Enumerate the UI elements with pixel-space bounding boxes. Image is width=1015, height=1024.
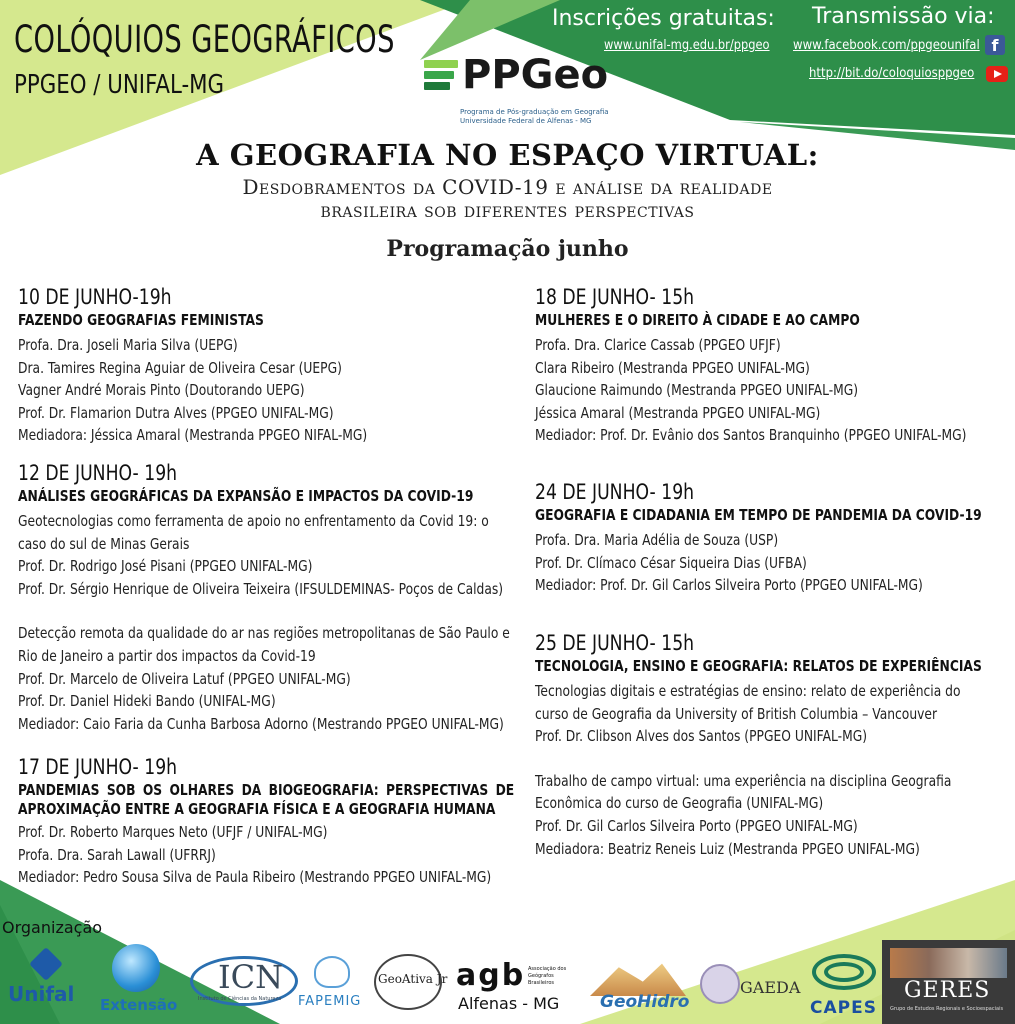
session-mediator: Mediador: Prof. Dr. Gil Carlos Silveira Porto (PPGEO UNIFAL-MG): [535, 576, 923, 595]
session-june-25: [535, 629, 987, 860]
session-june-10: [18, 283, 514, 447]
session-mediator: Mediador: Pedro Sousa Silva de Paula Ribeiro (Mestrando PPGEO UNIFAL-MG): [18, 868, 492, 887]
session-speaker: Prof. Dr. Roberto Marques Neto (UFJF / UNIFAL-MG): [18, 823, 328, 841]
talk-title: Trabalho de campo virtual: uma experiência na disciplina Geografia Econômica do curso de Geografia (UNIFAL-MG): [535, 771, 952, 813]
session-speaker: Prof. Dr. Marcelo de Oliveira Latuf (PPGEO UNIFAL-MG): [18, 669, 351, 688]
series-subtitle: PPGEO / UNIFAL-MG: [14, 70, 225, 100]
ppgeo-logo: [424, 52, 624, 132]
session-speaker: Profa. Dra. Maria Adélia de Souza (USP): [535, 531, 779, 549]
session-speaker: Prof. Dr. Sérgio Henrique de Oliveira Teixeira (IFSULDEMINAS- Poços de Caldas): [18, 579, 504, 598]
session-june-18: [535, 283, 987, 447]
session-speaker: Prof. Dr. Clímaco César Siqueira Dias (UFBA): [535, 553, 807, 572]
session-theme: FAZENDO GEOGRAFIAS FEMINISTAS: [18, 311, 264, 329]
session-speaker: Profa. Dra. Clarice Cassab (PPGEO UFJF): [535, 336, 781, 354]
mountain-icon: [590, 960, 686, 996]
session-theme: GEOGRAFIA E CIDADANIA EM TEMPO DE PANDEMIA DA COVID-19: [535, 506, 982, 524]
session-speaker: Prof. Dr. Rodrigo José Pisani (PPGEO UNIFAL-MG): [18, 557, 313, 576]
registration-link[interactable]: www.unifal-mg.edu.br/ppgeo: [604, 38, 770, 53]
session-mediator: Mediadora: Beatriz Reneis Luiz (Mestranda PPGEO UNIFAL-MG): [535, 839, 920, 858]
logo-caption: Programa de Pós-graduação em Geografia Universidade Federal de Alfenas - MG: [460, 108, 609, 125]
geoativa-logo: GeoAtiva Jr: [374, 954, 446, 1014]
session-speaker: Prof. Dr. Flamarion Dutra Alves (PPGEO UNIFAL-MG): [18, 403, 334, 422]
session-theme: PANDEMIAS SOB OS OLHARES DA BIOGEOGRAFIA: PERSPECTIVAS DE APROXIMAÇÃO ENTRE A GEOGRAFIA FÍSICA E A GEOGRAFIA HUMANA: [18, 781, 515, 818]
session-date: 18 DE JUNHO- 15h: [535, 285, 695, 309]
session-mediator: Mediadora: Jéssica Amaral (Mestranda PPGEO NIFAL-MG): [18, 426, 368, 445]
session-mediator: Mediador: Prof. Dr. Evânio dos Santos Branquinho (PPGEO UNIFAL-MG): [535, 426, 967, 445]
talk-title: Detecção remota da qualidade do ar nas regiões metropolitanas de São Paulo e Rio de Janeiro a partir dos impactos da Covid-19: [18, 624, 510, 665]
geohidro-logo: GeoHidro: [586, 956, 696, 1018]
session-june-24: [535, 478, 987, 597]
event-subtitle: Desdobramentos da COVID-19 e análise da realidade brasileira sob diferentes perspectivas: [242, 175, 773, 222]
session-speaker: Prof. Dr. Gil Carlos Silveira Porto (PPGEO UNIFAL-MG): [535, 816, 858, 835]
icn-logo: ICN Instituto de Ciências da Natureza: [190, 956, 300, 1016]
session-date: 17 DE JUNHO- 19h: [18, 755, 178, 779]
session-date: 24 DE JUNHO- 19h: [535, 480, 695, 504]
fapemig-emblem-icon: [314, 956, 350, 988]
fapemig-logo: FAPEMIG: [296, 954, 366, 1018]
session-june-17: [18, 753, 514, 889]
session-speaker: Profa. Dra. Joseli Maria Silva (UEPG): [18, 336, 238, 354]
logo-wordmark: PPGeo: [462, 52, 609, 98]
session-theme: MULHERES E O DIREITO À CIDADE E AO CAMPO: [535, 311, 860, 329]
globe-icon: [112, 944, 160, 992]
transmission-label: Transmissão via:: [812, 4, 995, 29]
session-speaker: Jéssica Amaral (Mestranda PPGEO UNIFAL-MG): [535, 403, 821, 422]
unifal-logo: Unifal: [6, 948, 86, 1018]
session-speaker: Vagner André Morais Pinto (Doutorando UEPG): [18, 381, 305, 400]
capes-logo: CAPES: [806, 950, 884, 1020]
session-june-12: [18, 459, 514, 735]
facebook-icon[interactable]: f: [985, 35, 1005, 55]
session-mediator: Mediador: Caio Faria da Cunha Barbosa Adorno (Mestrando PPGEO UNIFAL-MG): [18, 714, 504, 733]
session-speaker: Prof. Dr. Daniel Hideki Bando (UNIFAL-MG): [18, 692, 276, 711]
talk-title: Tecnologias digitais e estratégias de ensino: relato de experiência do curso de Geografia da University of British Columbia – Vancouver: [535, 682, 961, 723]
gaeda-circle-icon: [700, 964, 740, 1004]
session-speaker: Glaucione Raimundo (Mestranda PPGEO UNIFAL-MG): [535, 381, 859, 400]
geres-photo-icon: [890, 948, 1007, 978]
session-speaker: Prof. Dr. Clibson Alves dos Santos (PPGEO UNIFAL-MG): [535, 727, 868, 746]
session-date: 12 DE JUNHO- 19h: [18, 461, 178, 485]
logo-bars-icon: [424, 60, 458, 93]
event-title: A GEOGRAFIA NO ESPAÇO VIRTUAL:: [196, 138, 819, 172]
youtube-link[interactable]: http://bit.do/coloquiosppgeo: [809, 66, 975, 81]
partner-logos: [0, 944, 1015, 1024]
capes-inner-ring-icon: [824, 962, 864, 982]
session-theme: ANÁLISES GEOGRÁFICAS DA EXPANSÃO E IMPACTOS DA COVID-19: [18, 487, 474, 505]
facebook-link[interactable]: www.facebook.com/ppgeounifal: [793, 38, 980, 53]
extensao-logo: Extensão: [100, 944, 180, 1020]
organization-label: Organização: [2, 918, 103, 937]
agb-logo: agb Associação dos Geógrafos Brasileiros Alfenas - MG: [456, 958, 567, 1013]
talk-title: Geotecnologias como ferramenta de apoio no enfrentamento da Covid 19: o caso do sul de Minas Gerais: [18, 512, 489, 553]
program-heading: Programação junho: [386, 236, 629, 262]
session-date: 10 DE JUNHO-19h: [18, 285, 172, 309]
gaeda-logo: GAEDA: [700, 964, 800, 1018]
session-date: 25 DE JUNHO- 15h: [535, 631, 695, 655]
session-speaker: Dra. Tamires Regina Aguiar de Oliveira Cesar (UEPG): [18, 358, 342, 377]
session-theme: TECNOLOGIA, ENSINO E GEOGRAFIA: RELATOS DE EXPERIÊNCIAS: [535, 657, 982, 675]
session-speaker: Profa. Dra. Sarah Lawall (UFRRJ): [18, 845, 216, 864]
unifal-emblem-icon: [29, 947, 63, 981]
registration-label: Inscrições gratuitas:: [552, 6, 775, 31]
youtube-icon[interactable]: [986, 66, 1008, 82]
series-title: COLÓQUIOS GEOGRÁFICOS: [14, 18, 395, 61]
session-speaker: Clara Ribeiro (Mestranda PPGEO UNIFAL-MG): [535, 358, 810, 377]
geres-logo: GERES Grupo de Estudos Regionais e Socioespaciais: [882, 940, 1015, 1024]
